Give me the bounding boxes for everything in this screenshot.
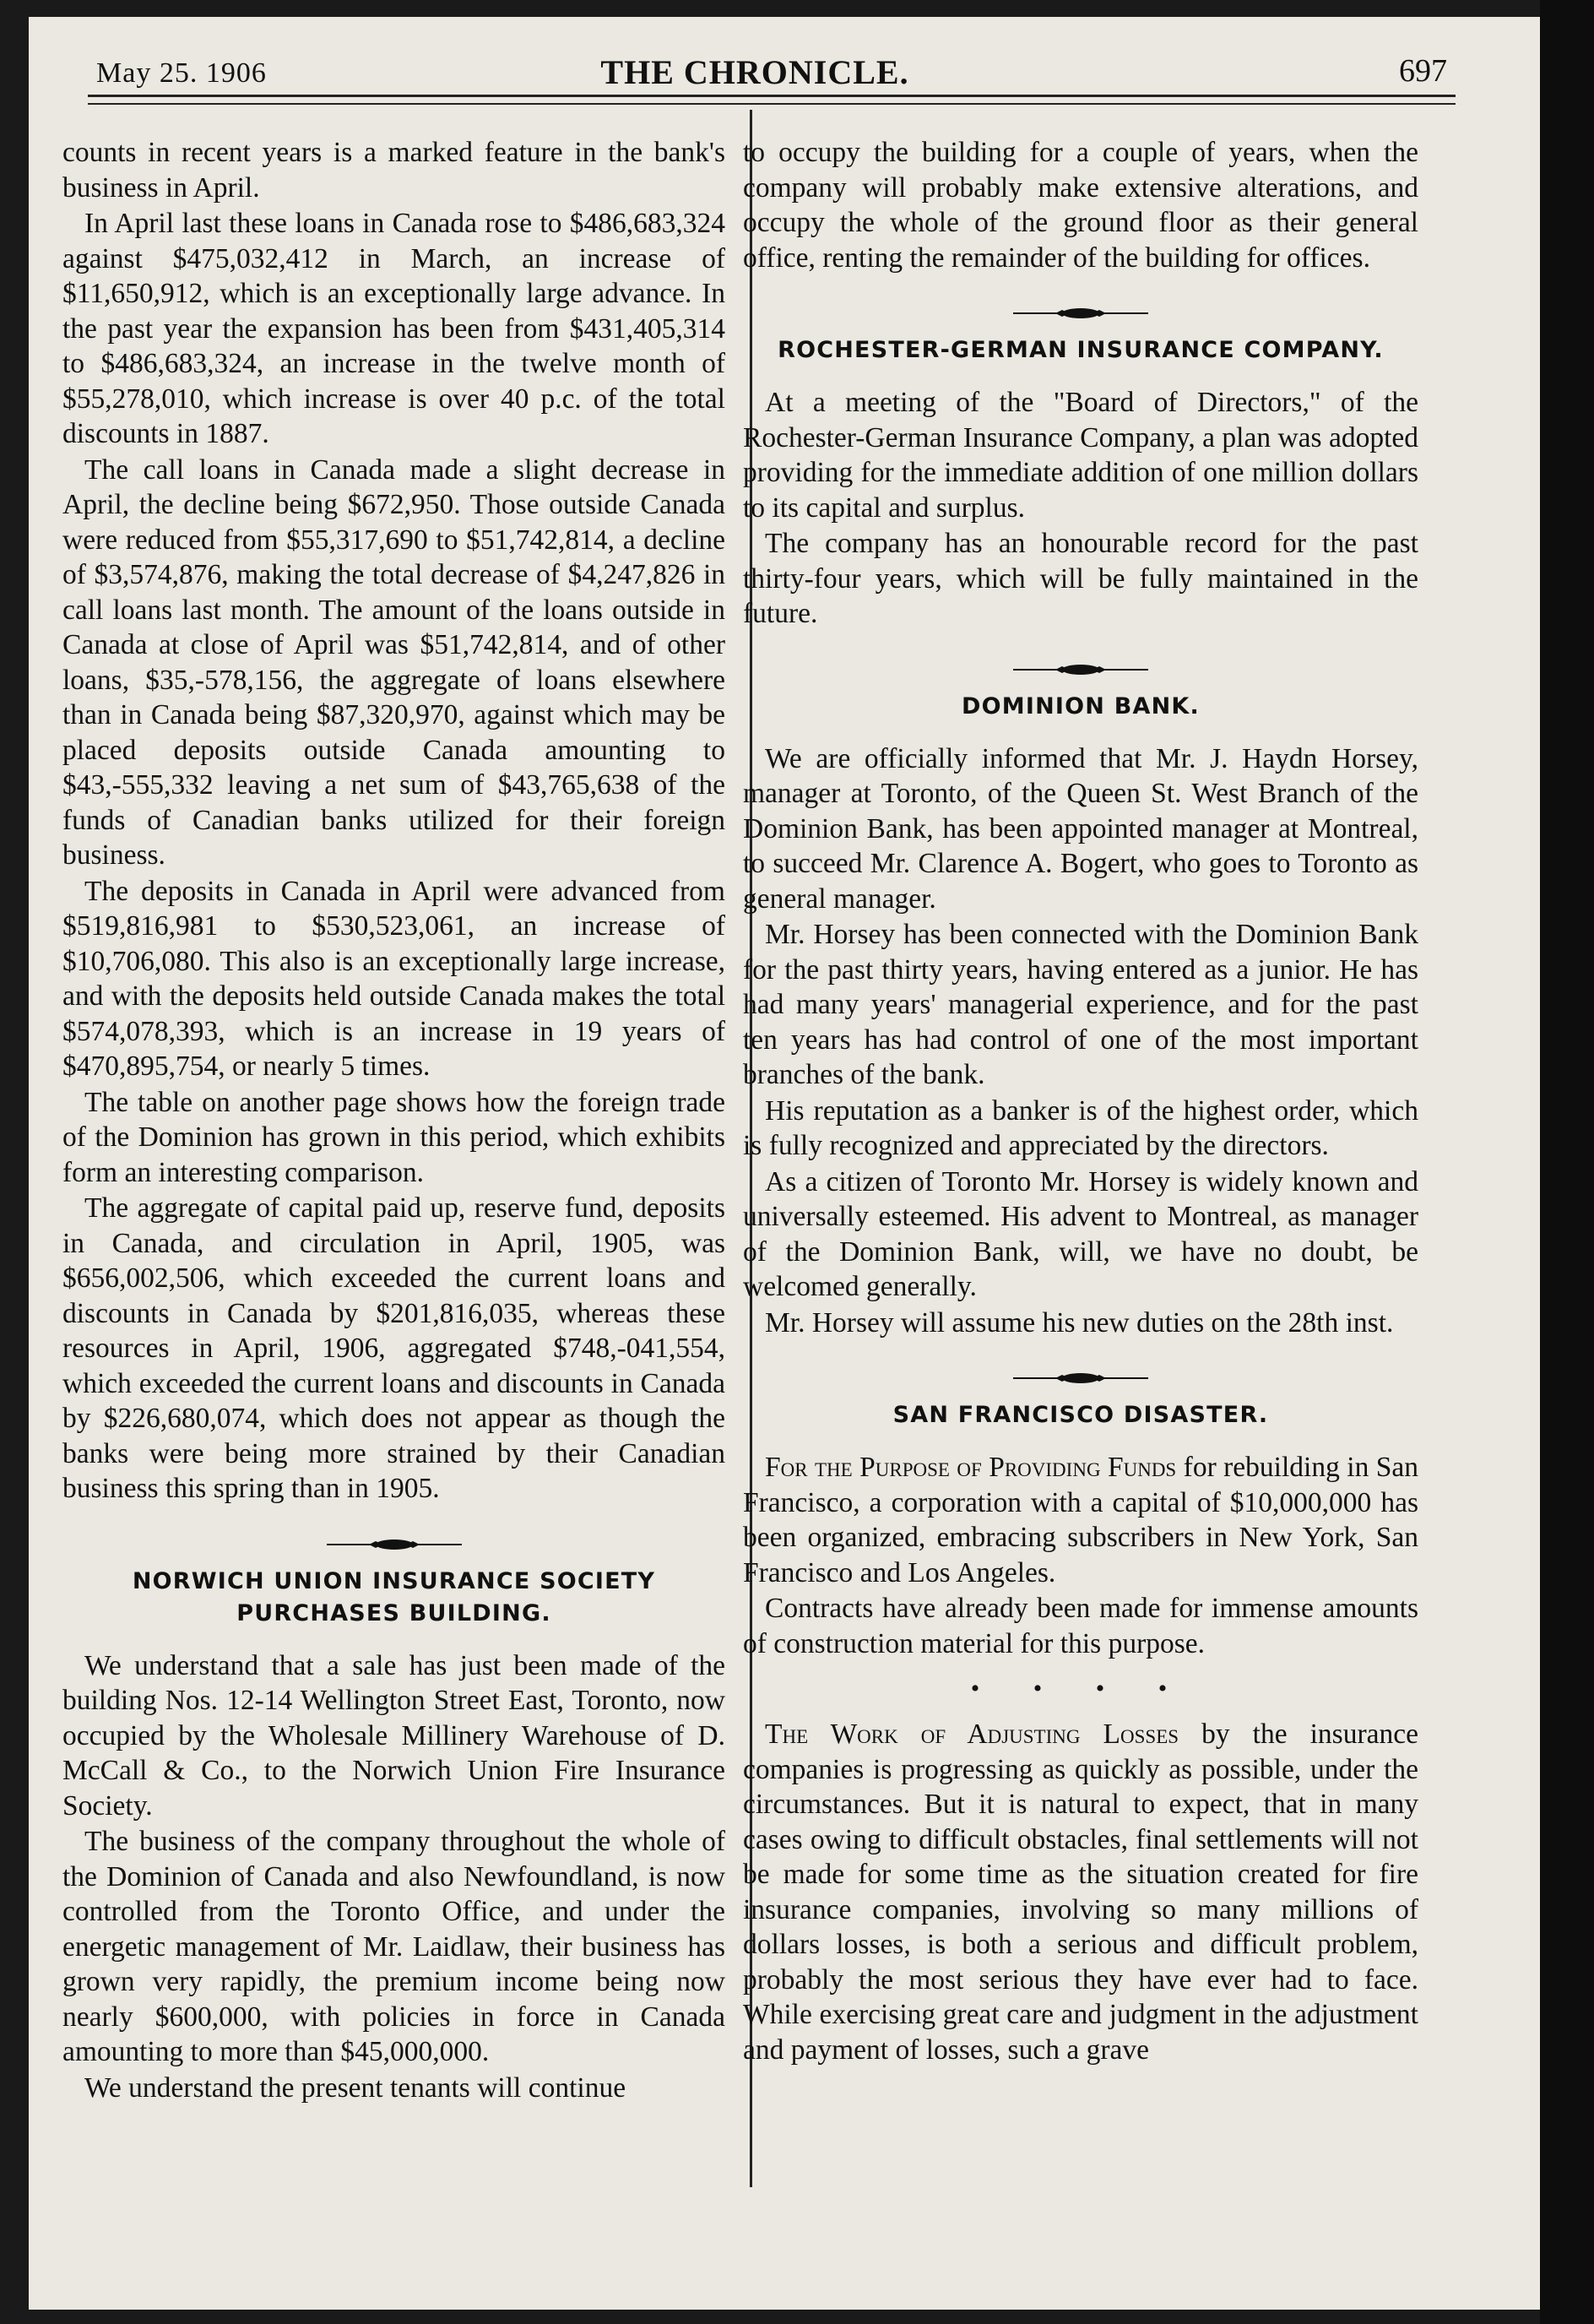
newspaper-page — [29, 17, 1540, 2310]
page-header — [62, 42, 1447, 101]
publication-title: THE CHRONICLE. — [600, 53, 909, 91]
article-heading-rochester-german: ROCHESTER-GERMAN INSURANCE COMPANY. — [778, 337, 1384, 363]
paragraph: His reputation as a banker is of the highest order, which is fully recognized and appreciated by the directors. — [743, 1094, 1418, 1161]
paragraph-text: for rebuilding in San Francisco, a corporation with a capital of $10,000,000 has been organized, embracing subscribers in New York, San Francisco and Los Angeles. — [743, 1452, 1418, 1588]
issue-date: May 25. 1906 — [96, 57, 267, 89]
paragraph: As a citizen of Toronto Mr. Horsey is widely known and universally esteemed. His advent to Montreal, as manager of the Dominion Bank, will, we have no doubt, be welcomed generally. — [743, 1165, 1418, 1302]
lead-in: The Work of Adjusting Losses — [765, 1719, 1179, 1750]
scan-edge — [1540, 0, 1594, 2324]
section-ornament — [743, 1360, 1418, 1382]
paragraph: counts in recent years is a marked feature in the bank's business in April. — [62, 137, 725, 204]
right-column — [743, 135, 1418, 2067]
paragraph — [743, 1450, 1418, 1590]
section-dots: • • • • — [970, 1675, 1191, 1702]
paragraph: The table on another page shows how the foreign trade of the Dominion has grown in this period, which exhibits form an interesting comparison. — [62, 1086, 725, 1188]
section-ornament — [743, 296, 1418, 318]
paragraph: At a meeting of the "Board of Directors," of the Rochester-German Insurance Company, a plan was adopted providing for the immediate addition of one million dollars to its capital and surplus. — [743, 387, 1418, 524]
header-rule — [88, 95, 1456, 97]
paragraph-text: by the insurance companies is progressing as quickly as possible, under the circumstances. But it is natural to expect, that in many cases owing to difficult obstacles, final settlements will not be made for some time as the situation created for fire insurance companies, involving so many millions of dollars losses, is both a serious and difficult problem, probably the most serious they have ever had to face. While exercising great care and judgment in the adjustment and payment of losses, such a grave — [743, 1719, 1418, 2066]
paragraph: The deposits in Canada in April were advanced from $519,816,981 to $530,523,061, an increase of $10,706,080. This also is an exceptionally large increase, and with the deposits held outside Canada makes the total $574,078,393, which is an increase in 19 years of $470,895,754, or nearly 5 times. — [62, 875, 725, 1082]
paragraph: In April last these loans in Canada rose to $486,683,324 against $475,032,412 in March, an increase of $11,650,912, which is an exceptionally large advance. In the past year the expansion has been from $431,405,314 to $486,683,324, an increase in the twelve month of $55,278,010, which increase is over 40 p.c. of the total discounts in 1887. — [62, 208, 725, 449]
header-rule-secondary — [88, 103, 1456, 105]
article-heading-dominion-bank: DOMINION BANK. — [962, 692, 1200, 719]
paragraph: Contracts have already been made for immense amounts of construction material for this purpose. — [743, 1593, 1418, 1659]
article-heading-norwich-union: NORWICH UNION INSURANCE SOCIETY PURCHASES BUILDING. — [132, 1567, 656, 1626]
paragraph: to occupy the building for a couple of years, when the company will probably make extensive alterations, and occupy the whole of the ground floor as their general office, renting the remainder of the building for offices. — [743, 137, 1418, 274]
paragraph: We understand the present tenants will continue — [84, 2072, 626, 2104]
article-heading-san-francisco: SAN FRANCISCO DISASTER. — [892, 1402, 1269, 1428]
paragraph: The aggregate of capital paid up, reserve fund, deposits in Canada, and circulation in April, 1905, was $656,002,506, which exceeded the current loans and discounts in Canada by $201,816,035, whereas these resources in April, 1906, aggregated $748,-041,554, which exceeded the current loans and discounts in Canada by $226,680,074, which does not appear as though the banks were being more strained by their Canadian business this spring than in 1905. — [62, 1192, 725, 1504]
section-ornament — [62, 1527, 725, 1549]
paragraph: Mr. Horsey will assume his new duties on the 28th inst. — [765, 1306, 1394, 1338]
paragraph: We understand that a sale has just been made of the building Nos. 12-14 Wellington Street East, Toronto, now occupied by the Wholesale Millinery Warehouse of D. McCall & Co., to the Norwich Union Fire Insurance Society. — [62, 1649, 725, 1822]
page-number: 697 — [1399, 53, 1447, 89]
paragraph: We are officially informed that Mr. J. Haydn Horsey, manager at Toronto, of the Queen St. West Branch of the Dominion Bank, has been appointed manager at Montreal, to succeed Mr. Clarence A. Bogert, who goes to Toronto as general manager. — [743, 742, 1418, 915]
paragraph: The call loans in Canada made a slight decrease in April, the decline being $672,950. Those outside Canada were reduced from $55,317,690 to $51,742,814, a decline of $3,574,876, making the total decrease of $4,247,826 in call loans last month. The amount of the loans outside in Canada at close of April was $51,742,814, and of other loans, $35,-578,156, the aggregate of loans elsewhere than in Canada being $87,320,970, against which may be placed deposits outside Canada amounting to $43,-555,332 leaving a net sum of $43,765,638 of the funds of Canadian banks utilized for their foreign business. — [62, 453, 725, 871]
left-column — [62, 135, 725, 2105]
section-ornament — [743, 652, 1418, 674]
paragraph: Mr. Horsey has been connected with the Dominion Bank for the past thirty years, having entered as a junior. He has had many years' managerial experience, and for the past ten years has had control of one of the most important branches of the bank. — [743, 919, 1418, 1090]
lead-in: For the Purpose of Providing Funds — [765, 1452, 1177, 1483]
paragraph — [743, 1717, 1418, 2067]
paragraph: The company has an honourable record for the past thirty-four years, which will be fully maintained in the future. — [743, 528, 1418, 629]
paragraph: The business of the company throughout the whole of the Dominion of Canada and also Newfoundland, is now controlled from the Toronto Office, and under the energetic management of Mr. Laidlaw, their business has grown very rapidly, the premium income being now nearly $600,000, with policies in force in Canada amounting to more than $45,000,000. — [62, 1826, 725, 2067]
